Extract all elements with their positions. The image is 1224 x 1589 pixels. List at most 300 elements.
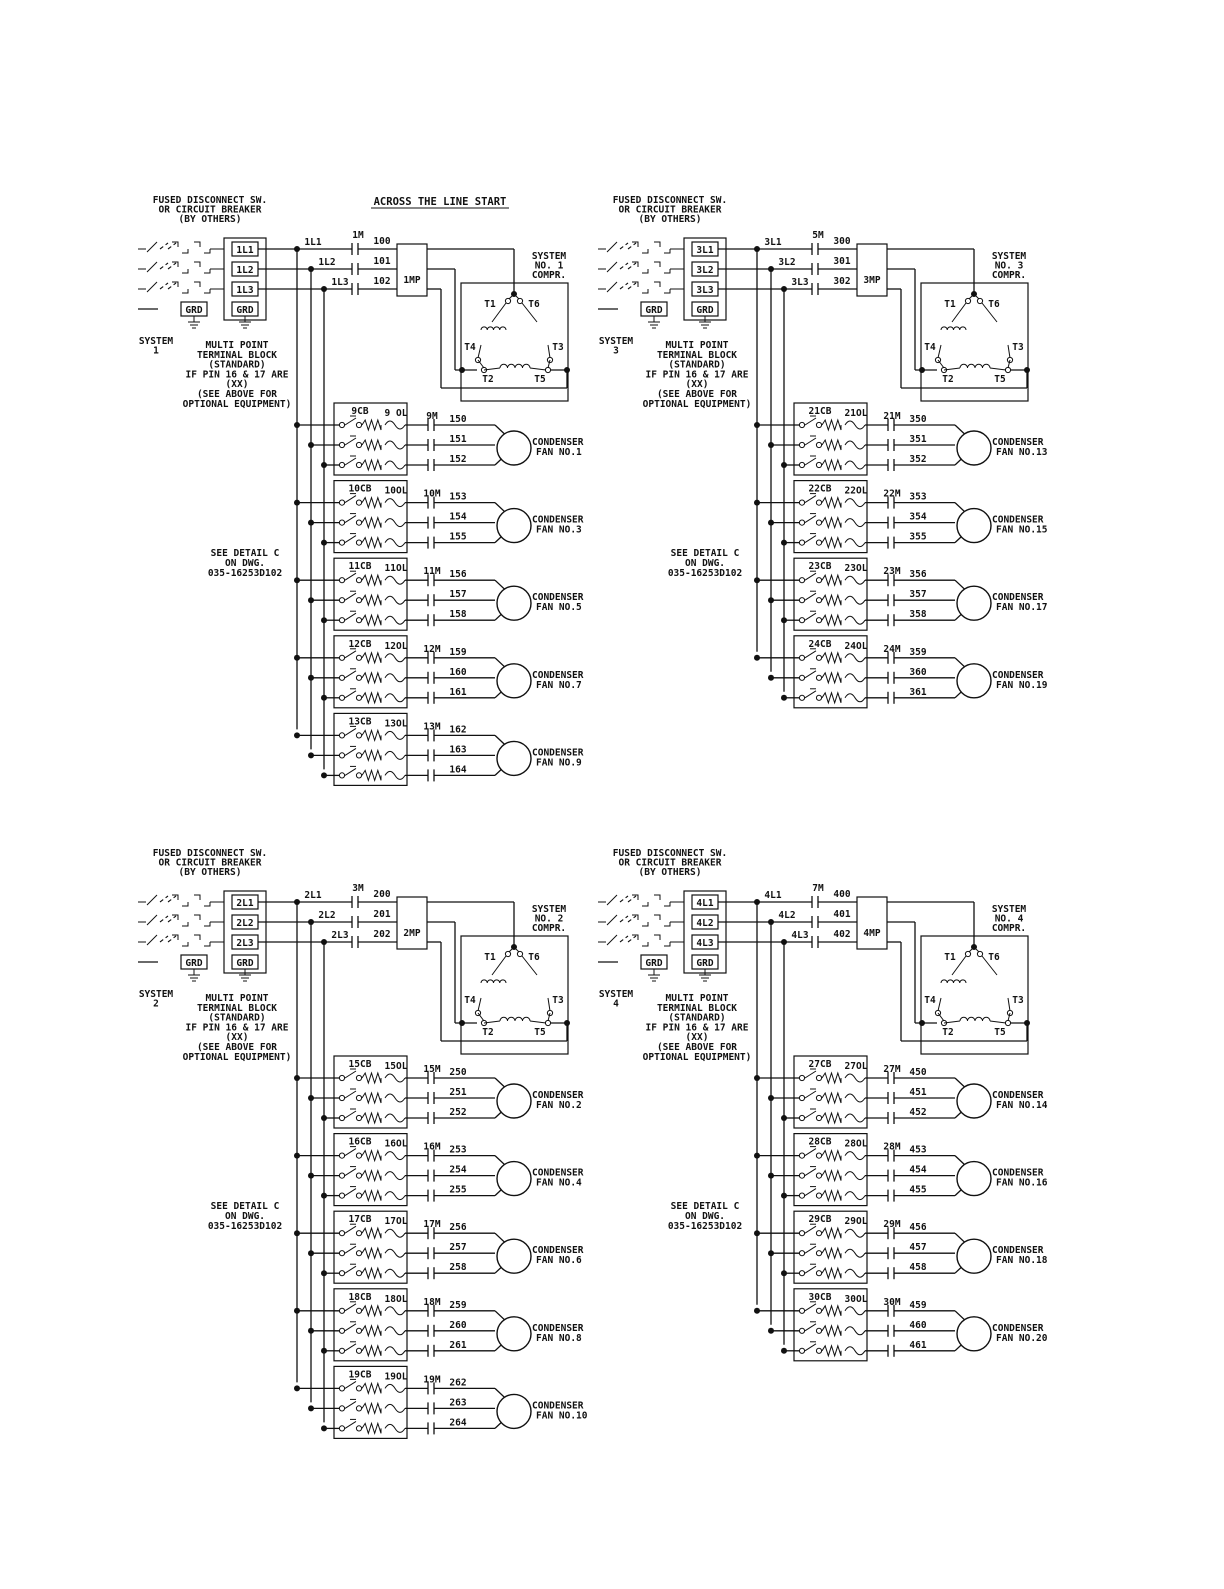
breaker-terminal <box>339 1308 344 1313</box>
junction-dot <box>308 1405 314 1411</box>
fan-contactor-contact <box>888 1190 894 1202</box>
terminal-t1-label: T1 <box>484 299 496 310</box>
compressor-label: COMPR. <box>531 923 567 934</box>
wire-number: 202 <box>373 929 391 940</box>
terminal-block-note: (XX) <box>685 379 709 391</box>
fan-wire-number: 458 <box>909 1262 927 1274</box>
switch-blade <box>160 263 176 269</box>
fan-wire-number: 456 <box>909 1222 927 1234</box>
see-detail-note: SEE DETAIL C <box>210 1201 280 1212</box>
contactor-contact <box>352 896 358 908</box>
wire-number: 102 <box>373 276 391 287</box>
overload-label: 30OL <box>844 1293 868 1305</box>
condenser-fan-motor <box>497 586 531 620</box>
breaker-terminal <box>356 422 361 427</box>
junction-dot <box>294 577 300 583</box>
condenser-label: CONDENSER <box>992 1090 1044 1101</box>
disconnect-switch-phase <box>138 262 232 273</box>
junction-dot <box>294 732 300 738</box>
fan-number-label: FAN NO.4 <box>536 1177 582 1189</box>
terminal-t1-label: T1 <box>944 299 956 310</box>
motor-protector-box <box>397 244 427 296</box>
compressor-label: SYSTEM <box>531 251 567 262</box>
fan-contactor-label: 11M <box>423 566 441 578</box>
breaker-terminal <box>339 442 344 447</box>
breaker-terminal <box>356 462 361 467</box>
breaker-terminal <box>816 540 821 545</box>
breaker-terminal <box>799 520 804 525</box>
ground-label: GRD <box>185 958 203 969</box>
condenser-fan-circuit <box>294 1366 588 1438</box>
breaker-terminal <box>356 773 361 778</box>
terminal-t5 <box>545 1020 550 1025</box>
system-label: 1 <box>153 345 159 357</box>
breaker-terminal <box>816 422 821 427</box>
condenser-label: CONDENSER <box>992 1322 1044 1334</box>
compressor-label: COMPR. <box>531 270 567 281</box>
fan-contactor-contact <box>428 749 434 761</box>
breaker-terminal <box>799 1348 804 1353</box>
terminal-t6 <box>517 298 522 303</box>
disconnect-label: FUSED DISCONNECT SW. <box>152 195 268 206</box>
junction-dot <box>459 1020 465 1026</box>
line-label: 3L3 <box>791 277 809 288</box>
fan-number-label: FAN NO.9 <box>536 757 582 769</box>
fan-wire-number: 162 <box>449 724 467 736</box>
terminal-label: 1L2 <box>236 265 254 276</box>
fan-wire-number: 253 <box>449 1144 467 1156</box>
terminal-t6-label: T6 <box>528 952 540 963</box>
breaker-terminal <box>339 598 344 603</box>
switch-blade <box>160 243 176 249</box>
terminal-t5 <box>545 367 550 372</box>
junction-dot <box>564 1020 570 1026</box>
fan-wire-number: 460 <box>909 1319 927 1331</box>
junction-dot <box>321 772 327 778</box>
breaker-terminal <box>816 1251 821 1256</box>
motor-protector-box <box>857 897 887 949</box>
condenser-label: CONDENSER <box>532 437 584 448</box>
breaker-terminal <box>339 1231 344 1236</box>
fan-contactor-contact <box>428 769 434 781</box>
fan-contactor-contact <box>888 1267 894 1279</box>
see-detail-note: ON DWG. <box>684 558 726 569</box>
fan-contactor-contact <box>428 1112 434 1124</box>
contactor-label: 3M <box>352 883 364 894</box>
junction-dot <box>321 1270 327 1276</box>
terminal-block-note: (STANDARD) <box>208 359 266 371</box>
fan-wire-number: 450 <box>909 1067 927 1078</box>
breaker-terminal <box>816 500 821 505</box>
condenser-label: CONDENSER <box>532 1400 584 1412</box>
terminal-t6-label: T6 <box>988 299 1000 310</box>
disconnect-switch-phase <box>138 242 232 253</box>
condenser-fan-circuit <box>294 1134 584 1206</box>
fan-contactor-contact <box>428 672 434 684</box>
breaker-terminal <box>356 520 361 525</box>
see-detail-note: ON DWG. <box>224 558 266 569</box>
breaker-terminal <box>339 520 344 525</box>
breaker-terminal <box>816 520 821 525</box>
breaker-label: 13CB <box>348 716 372 728</box>
fan-contactor-label: 16M <box>423 1141 441 1153</box>
fan-contactor-contact <box>428 1170 434 1182</box>
overload-label: 17OL <box>384 1216 408 1228</box>
junction-dot <box>321 1348 327 1354</box>
breaker-terminal <box>339 675 344 680</box>
terminal-block-note: OPTIONAL EQUIPMENT) <box>642 1051 752 1063</box>
terminal-t1 <box>505 951 510 956</box>
terminal-block-note: (STANDARD) <box>668 1012 726 1024</box>
breaker-label: 29CB <box>808 1214 832 1226</box>
breaker-label: 9CB <box>351 406 369 417</box>
contactor-contact <box>812 283 818 295</box>
junction-dot <box>294 1308 300 1314</box>
breaker-label: 28CB <box>808 1136 832 1148</box>
breaker-terminal <box>356 1271 361 1276</box>
breaker-label: 23CB <box>808 561 832 573</box>
see-detail-note: SEE DETAIL C <box>210 548 280 559</box>
terminal-t4-label: T4 <box>464 342 476 353</box>
disconnect-switch-phase <box>138 915 232 926</box>
junction-dot <box>294 500 300 506</box>
fan-contactor-label: 27M <box>883 1064 901 1075</box>
system-label: SYSTEM <box>598 989 634 1000</box>
terminal-t6 <box>977 298 982 303</box>
breaker-terminal <box>339 1271 344 1276</box>
breaker-terminal <box>799 618 804 623</box>
fan-contactor-label: 10M <box>423 488 441 500</box>
condenser-label: CONDENSER <box>532 1245 584 1257</box>
fan-contactor-contact <box>888 692 894 704</box>
condenser-fan-circuit <box>754 1211 1048 1283</box>
disconnect-switch-phase <box>138 935 232 946</box>
terminal-t5-label: T5 <box>994 1027 1006 1038</box>
breaker-terminal <box>799 695 804 700</box>
breaker-terminal <box>356 442 361 447</box>
system-label: SYSTEM <box>138 989 174 1000</box>
contactor-contact <box>812 263 818 275</box>
junction-dot <box>781 1270 787 1276</box>
disconnect-label: OR CIRCUIT BREAKER <box>618 857 722 869</box>
fuse-bracket <box>172 895 210 906</box>
fuse-bracket <box>632 895 670 906</box>
terminal-block-note: IF PIN 16 & 17 ARE <box>645 1022 749 1034</box>
wire-number: 400 <box>833 889 851 900</box>
ground-label: GRD <box>236 305 254 316</box>
breaker-terminal <box>339 578 344 583</box>
contactor-contact <box>812 936 818 948</box>
terminal-t5-label: T5 <box>994 374 1006 385</box>
terminal-block-note: TERMINAL BLOCK <box>656 1002 738 1014</box>
wire-number: 300 <box>833 236 851 247</box>
terminal-t2-label: T2 <box>482 1027 494 1038</box>
terminal-t6 <box>517 951 522 956</box>
disconnect-label: (BY OTHERS) <box>638 214 702 225</box>
fan-contactor-contact <box>428 537 434 549</box>
junction-dot <box>321 695 327 701</box>
condenser-fan-circuit <box>294 1056 584 1128</box>
breaker-terminal <box>339 1328 344 1333</box>
fan-contactor-contact <box>428 614 434 626</box>
condenser-label: CONDENSER <box>532 514 584 526</box>
motor-protector-label: 4MP <box>863 928 881 939</box>
condenser-fan-circuit <box>754 403 1048 475</box>
terminal-t1-label: T1 <box>484 952 496 963</box>
breaker-terminal <box>339 1173 344 1178</box>
condenser-fan-motor <box>957 1239 991 1273</box>
breaker-terminal <box>356 1251 361 1256</box>
fan-contactor-contact <box>888 1170 894 1182</box>
condenser-fan-motor <box>957 586 991 620</box>
fan-contactor-contact <box>428 1190 434 1202</box>
motor-protector-box <box>397 897 427 949</box>
breaker-terminal <box>339 1348 344 1353</box>
breaker-terminal <box>339 1251 344 1256</box>
terminal-t5-label: T5 <box>534 1027 546 1038</box>
line-label: 1L1 <box>304 237 322 248</box>
switch-blade <box>147 262 157 272</box>
fan-wire-number: 353 <box>909 491 927 503</box>
breaker-terminal <box>816 675 821 680</box>
fuse-bracket <box>172 915 210 926</box>
breaker-terminal <box>356 733 361 738</box>
overload-label: 28OL <box>844 1138 868 1150</box>
fan-wire-number: 150 <box>449 414 467 425</box>
breaker-terminal <box>799 422 804 427</box>
fan-contactor-contact <box>888 1247 894 1259</box>
terminal-block-note: (SEE ABOVE FOR <box>656 389 738 400</box>
fan-contactor-contact <box>888 614 894 626</box>
fan-number-label: FAN NO.2 <box>536 1100 582 1111</box>
terminal-t4-label: T4 <box>924 342 936 353</box>
contactor-label: 1M <box>352 230 364 241</box>
condenser-fan-motor <box>497 1162 531 1196</box>
junction-dot <box>294 422 300 428</box>
disconnect-switch-phase <box>598 895 692 906</box>
fan-wire-number: 250 <box>449 1067 467 1078</box>
wire-number: 100 <box>373 236 391 247</box>
system-block-4 <box>598 848 1048 1361</box>
fan-wire-number: 152 <box>449 454 467 465</box>
switch-blade <box>147 895 157 905</box>
line-label: 3L1 <box>764 237 782 248</box>
wire-number: 201 <box>373 909 391 920</box>
breaker-terminal <box>816 578 821 583</box>
junction-dot <box>308 752 314 758</box>
ground-icon <box>188 969 200 981</box>
terminal-block-note: (XX) <box>225 1032 249 1044</box>
condenser-fan-circuit <box>294 481 584 553</box>
breaker-terminal <box>356 1173 361 1178</box>
see-detail-note: ON DWG. <box>684 1211 726 1222</box>
breaker-label: 17CB <box>348 1214 372 1226</box>
breaker-terminal <box>339 422 344 427</box>
switch-blade <box>160 936 176 942</box>
breaker-label: 12CB <box>348 638 372 650</box>
switch-blade <box>147 915 157 925</box>
switch-blade <box>147 242 157 252</box>
breaker-label: 27CB <box>808 1059 832 1070</box>
breaker-terminal <box>799 1193 804 1198</box>
see-detail-note: 035-16253D102 <box>667 568 743 579</box>
terminal-t6-label: T6 <box>988 952 1000 963</box>
condenser-label: CONDENSER <box>532 1090 584 1101</box>
disconnect-label: (BY OTHERS) <box>638 867 702 878</box>
junction-dot <box>781 1348 787 1354</box>
fan-contactor-contact <box>428 517 434 529</box>
terminal-t1 <box>965 951 970 956</box>
overload-label: 12OL <box>384 640 408 652</box>
terminal-block-note: (SEE ABOVE FOR <box>656 1042 738 1053</box>
junction-dot <box>321 617 327 623</box>
see-detail-note: SEE DETAIL C <box>670 548 740 559</box>
fan-contactor-label: 18M <box>423 1296 441 1308</box>
fan-contactor-label: 29M <box>883 1219 901 1231</box>
junction-dot <box>308 597 314 603</box>
compressor-label: COMPR. <box>991 923 1027 934</box>
wire-number: 402 <box>833 929 851 940</box>
switch-blade <box>607 262 617 272</box>
fan-number-label: FAN NO.18 <box>996 1255 1048 1267</box>
fuse-bracket <box>172 262 210 273</box>
junction-dot <box>308 675 314 681</box>
switch-blade <box>620 916 636 922</box>
system-label: 2 <box>153 998 159 1010</box>
breaker-terminal <box>356 578 361 583</box>
fan-number-label: FAN NO.19 <box>996 679 1048 691</box>
fan-contactor-label: 22M <box>883 488 901 500</box>
system-label: SYSTEM <box>598 336 634 347</box>
overload-label: 15OL <box>384 1061 408 1072</box>
breaker-terminal <box>816 1328 821 1333</box>
condenser-label: CONDENSER <box>992 1245 1044 1257</box>
compressor-label: NO. 1 <box>534 260 564 272</box>
breaker-terminal <box>799 1231 804 1236</box>
fan-contactor-label: 28M <box>883 1141 901 1153</box>
breaker-terminal <box>339 1075 344 1080</box>
fan-number-label: FAN NO.16 <box>996 1177 1048 1189</box>
terminal-label: 4L2 <box>696 918 714 929</box>
fan-contactor-contact <box>428 1422 434 1434</box>
junction-dot <box>919 367 925 373</box>
terminal-block-note: (STANDARD) <box>208 1012 266 1024</box>
line-label: 2L2 <box>318 910 336 921</box>
compressor-label: COMPR. <box>991 270 1027 281</box>
junction-dot <box>768 1250 774 1256</box>
terminal-t4-label: T4 <box>464 995 476 1006</box>
breaker-terminal <box>356 540 361 545</box>
fan-number-label: FAN NO.6 <box>536 1255 582 1267</box>
terminal-block-note: IF PIN 16 & 17 ARE <box>645 369 749 381</box>
terminal-t3-label: T3 <box>1012 995 1024 1006</box>
line-label: 2L3 <box>331 930 349 941</box>
fan-contactor-contact <box>428 1325 434 1337</box>
overload-label: 18OL <box>384 1293 408 1305</box>
motor-protector-box <box>857 244 887 296</box>
breaker-terminal <box>816 462 821 467</box>
junction-dot <box>919 1020 925 1026</box>
condenser-fan-motor <box>497 1394 531 1428</box>
fan-wire-number: 257 <box>449 1242 467 1254</box>
switch-blade <box>160 896 176 902</box>
fan-wire-number: 151 <box>449 434 467 445</box>
system-block-2 <box>598 195 1048 708</box>
switch-blade <box>607 242 617 252</box>
disconnect-label: OR CIRCUIT BREAKER <box>618 204 722 216</box>
breaker-terminal <box>799 675 804 680</box>
breaker-terminal <box>339 1153 344 1158</box>
condenser-fan-circuit <box>294 558 584 630</box>
terminal-label: 1L3 <box>236 285 254 296</box>
overload-label: 23OL <box>844 563 868 575</box>
junction-dot <box>781 695 787 701</box>
fan-wire-number: 161 <box>449 686 467 698</box>
switch-blade <box>607 895 617 905</box>
fan-wire-number: 154 <box>449 511 467 523</box>
see-detail-note: 035-16253D102 <box>207 568 283 579</box>
breaker-terminal <box>339 462 344 467</box>
breaker-terminal <box>356 1386 361 1391</box>
terminal-label: 4L3 <box>696 938 714 949</box>
across-the-line-start-title: ACROSS THE LINE START <box>373 196 507 208</box>
fan-wire-number: 251 <box>449 1087 467 1098</box>
disconnect-label: OR CIRCUIT BREAKER <box>158 204 262 216</box>
condenser-fan-motor <box>957 1084 991 1118</box>
fan-contactor-label: 19M <box>423 1374 441 1386</box>
overload-label: 29OL <box>844 1216 868 1228</box>
contactor-label: 5M <box>812 230 824 241</box>
fuse-bracket <box>632 935 670 946</box>
condenser-fan-motor <box>497 1317 531 1351</box>
condenser-fan-circuit <box>294 1289 584 1361</box>
fan-contactor-label: 17M <box>423 1219 441 1231</box>
junction-dot <box>768 597 774 603</box>
breaker-terminal <box>816 1308 821 1313</box>
breaker-terminal <box>816 1231 821 1236</box>
terminal-t4-label: T4 <box>924 995 936 1006</box>
contactor-contact <box>812 243 818 255</box>
terminal-t5-label: T5 <box>534 374 546 385</box>
overload-label: 9 OL <box>384 408 408 419</box>
junction-dot <box>781 462 787 468</box>
condenser-label: CONDENSER <box>532 747 584 759</box>
fan-wire-number: 452 <box>909 1107 927 1118</box>
fan-contactor-contact <box>428 459 434 471</box>
see-detail-note: 035-16253D102 <box>667 1221 743 1232</box>
condenser-fan-motor <box>497 509 531 543</box>
condenser-fan-circuit <box>754 558 1047 630</box>
fan-number-label: FAN NO.8 <box>536 1332 582 1344</box>
switch-blade <box>620 263 636 269</box>
junction-dot <box>781 1193 787 1199</box>
condenser-fan-motor <box>497 664 531 698</box>
terminal-block-note: (SEE ABOVE FOR <box>196 389 278 400</box>
terminal-block-note: MULTI POINT <box>665 993 729 1004</box>
junction-dot <box>754 577 760 583</box>
motor-protector-label: 2MP <box>403 928 421 939</box>
breaker-terminal <box>356 1115 361 1120</box>
breaker-terminal <box>339 1115 344 1120</box>
wire-number: 200 <box>373 889 391 900</box>
terminal-label: 2L1 <box>236 898 254 909</box>
junction-dot <box>781 617 787 623</box>
disconnect-switch-phase <box>598 282 692 293</box>
breaker-terminal <box>339 773 344 778</box>
junction-dot <box>321 540 327 546</box>
terminal-t6-label: T6 <box>528 299 540 310</box>
contactor-contact <box>352 936 358 948</box>
